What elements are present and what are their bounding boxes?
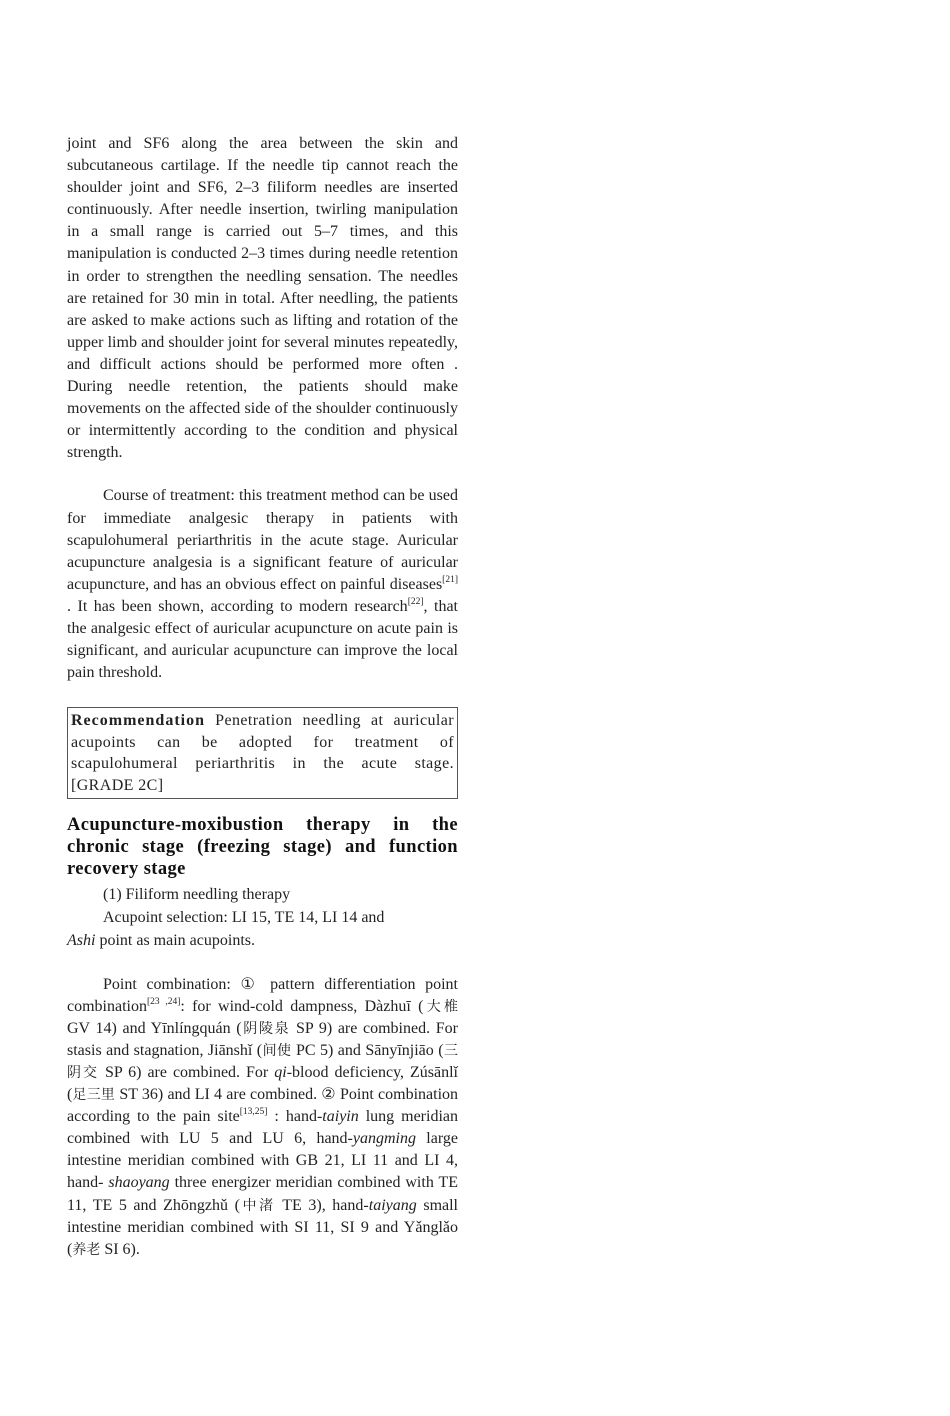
acupoint-selection [67, 906, 458, 952]
cjk-dazhui: 大椎 [423, 998, 459, 1015]
citation-22: [22] [407, 596, 424, 607]
combo-text-13: TE 3), hand- [275, 1196, 369, 1214]
course-text-b: . It has been shown, according to modern research [67, 597, 408, 615]
combo-text-15: SI 6). [100, 1240, 140, 1258]
section-heading: Acupuncture-moxibustion therapy in the chronic stage (freezing stage) and function recovery stage [67, 815, 458, 879]
combo-text-12: three energizer meridian combined with TE 11, TE 5 and Zhōngzhǔ ( [67, 1174, 458, 1214]
combo-text-7: -blood deficiency, Zúsānlǐ ( [67, 1064, 458, 1104]
combo-text-6: SP 6) are combined. For [98, 1064, 275, 1082]
yangming-term: yangming [352, 1130, 416, 1148]
combo-text-10: lung meridian combined with LU 5 and LU 6, hand- [67, 1108, 459, 1148]
combo-text-9: : hand- [267, 1108, 323, 1126]
combo-text-4: SP 9) are combined. For stasis and stagnation, Jiānshǐ ( [67, 1019, 458, 1059]
cjk-sanyinjiao: 三阴交 [67, 1042, 459, 1082]
cjk-zhongzhu: 中渚 [239, 1197, 276, 1214]
cjk-zusanli: 足三里 [72, 1087, 116, 1104]
cjk-jianshi: 间使 [262, 1042, 292, 1059]
paragraph-course-of-treatment [67, 485, 458, 684]
combo-text-3: GV 14) and Yīnlíngquán ( [67, 1019, 242, 1037]
recommendation-text: Penetration needling at auricular acupoints can be adopted for treatment of scapulohumeral periarthritis in the acute stage. [GRADE 2C] [71, 712, 454, 794]
combo-text-11: large intestine meridian combined with GB 21, LI 11 and LI 4, hand- [67, 1130, 458, 1192]
text-column [67, 133, 458, 1261]
combo-text-2: : for wind-cold dampness, Dàzhuī ( [180, 997, 424, 1015]
subsection-filiform: (1) Filiform needling therapy [103, 885, 291, 903]
citation-23-24: [23 ,24] [146, 996, 181, 1007]
acupoint-selection-line1: Acupoint selection: LI 15, TE 14, LI 14 and [103, 908, 385, 926]
ashi-term: Ashi [67, 931, 96, 949]
cjk-yinlingquan: 阴陵泉 [241, 1020, 291, 1037]
combo-text-8: ST 36) and LI 4 are combined. ② Point combination according to the pain site [67, 1086, 459, 1126]
cjk-yanglao: 养老 [72, 1241, 101, 1258]
shaoyang-term: shaoyang [108, 1174, 170, 1192]
recommendation-label: Recommendation [71, 712, 205, 730]
qi-term: qi [274, 1064, 287, 1082]
citation-21: [21] [442, 574, 458, 585]
recommendation-box [67, 707, 458, 799]
course-text-c: , that the analgesic effect of auricular acupuncture on acute pain is significant, and auricular acupuncture can improve the local pain threshold. [67, 597, 458, 682]
paragraph-needle-retention: joint and SF6 along the area between the skin and subcutaneous cartilage. If the needle tip cannot reach the shoulder joint and SF6, 2–3 filiform needles are inserted continuously. After needle insertion, twirling manipulation in a small range is carried out 5–7 times, and this manipulation is conducted 2–3 times during needle retention in order to strengthen the needling sensation. The needles are retained for 30 min in total. After needling, the patients are asked to make actions such as lifting and rotation of the upper limb and shoulder joint for several minutes repeatedly, and difficult actions should be performed more often . During needle retention, the patients should make movements on the affected side of the shoulder continuously or intermittently according to the condition and physical strength. [67, 135, 458, 462]
acupoint-selection-rest: point as main acupoints. [95, 931, 255, 949]
taiyin-term: taiyin [322, 1108, 359, 1126]
course-text-a: Course of treatment: this treatment method can be used for immediate analgesic therapy in patients with scapulohumeral periarthritis in the acute stage. Auricular acupuncture analgesia is a significant feature of auricular acupuncture, and has an obvious effect on painful diseases [67, 487, 458, 593]
combo-text-5: PC 5) and Sānyīnjiāo ( [291, 1041, 444, 1059]
combo-text-14: small intestine meridian combined with SI 11, SI 9 and Yǎnglǎo ( [67, 1196, 459, 1258]
taiyang-term: taiyang [368, 1196, 417, 1214]
combo-text-1: Point combination: ① pattern differentiation point combination [67, 975, 458, 1015]
citation-13-25: [13,25] [239, 1107, 268, 1118]
paragraph-point-combination [67, 974, 458, 1261]
